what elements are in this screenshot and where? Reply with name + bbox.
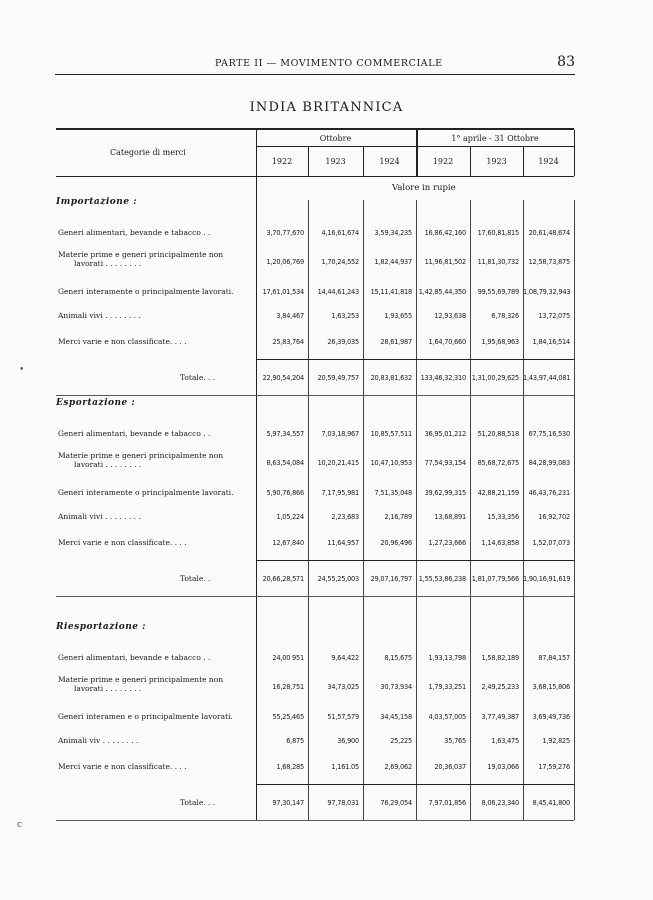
column-rule [363,147,364,176]
total-cell: 1,31,00,29,625 [471,373,519,382]
table-cell: 4,16,61,674 [321,228,359,237]
row-label-line: Animali vivi . . . . . . . . [58,512,141,521]
table-cell: 24,00 951 [272,653,304,662]
row-label-line: lavorati . . . . . . . . [74,259,142,268]
table-cell: 1,08,79,32,943 [523,287,571,296]
group-header-april-october: 1° aprile - 31 Ottobre [451,134,539,143]
section-rule [56,820,574,821]
table-cell: 55,25,465 [272,712,304,721]
table-cell: 99,55,69,789 [477,287,519,296]
table-cell: 3,69,49,736 [532,712,570,721]
table-cell: 6,78,326 [491,311,519,320]
table-cell: 34,73,025 [327,682,359,691]
year-header: 1922 [271,157,293,166]
table-cell: 8,15,675 [384,653,412,662]
table-cell: 42,88,21,159 [477,488,519,497]
table-cell: 1,64,70,660 [428,337,466,346]
section-heading: Importazione : [56,197,138,207]
running-head [55,54,575,75]
table-cell: 84,28,99,083 [528,458,570,467]
table-cell: 3,84,467 [276,311,304,320]
section-heading: Esportazione : [56,398,136,408]
row-label-line: Merci varie e non classificate. . . . [58,538,187,547]
table-cell: 10,85,57,511 [370,429,412,438]
total-cell: 76,29,054 [380,798,412,807]
total-cell: 20,83,81,632 [370,373,412,382]
table-cell: 35,765 [444,736,466,745]
total-label: Totale. . . [180,798,216,807]
table-cell: 13,72,075 [538,311,570,320]
year-header: 1923 [325,157,346,166]
table-cell: 7,03,18,967 [321,429,359,438]
table-top-rule [56,128,574,130]
row-label-line: Generi alimentari, bevande e tabacco . . [58,228,211,237]
table-cell: 2,49,25,233 [481,682,519,691]
total-rule [256,784,574,785]
table-cell: 51,57,579 [327,712,359,721]
total-cell: 7,97,01,856 [428,798,466,807]
table-cell: 12,93,638 [434,311,466,320]
table-cell: 2,69,062 [384,762,412,771]
year-header: 1923 [486,157,507,166]
table-cell: 25,225 [390,736,412,745]
table-cell: 16,86,42,160 [424,228,466,237]
table-cell: 39,62,99,315 [424,488,466,497]
row-label-line: Animali viv . . . . . . . . [58,736,139,745]
table-cell: 36,900 [337,736,359,745]
row-label [58,451,254,469]
table-cell: 20,96,496 [380,538,412,547]
table-cell: 17,61,01,534 [262,287,304,296]
table-cell: 1,161.05 [331,762,359,771]
margin-mark: c [17,820,23,830]
total-cell: 97,30,147 [272,798,304,807]
row-label [58,762,254,771]
column-rule [470,147,471,176]
data-column-rule [574,200,575,820]
row-label [58,538,254,547]
row-label-line: Generi alimentari, bevande e tabacco . . [58,653,211,662]
table-cell: 7,17,95,981 [321,488,359,497]
table-cell: 85,68,72,675 [477,458,519,467]
table-cell: 10,20,21,415 [317,458,359,467]
page-number: 83 [557,54,575,70]
table-cell: 13,68,891 [434,512,466,521]
table-cell: 19,03,066 [487,762,519,771]
table-cell: 20,61,48,674 [528,228,570,237]
table-cell: 1,93,13,798 [428,653,466,662]
row-label [58,429,254,438]
page-title: INDIA BRITANNICA [249,100,404,115]
table-cell: 1,70,24,552 [321,257,359,266]
total-cell: 22,90,54,204 [262,373,304,382]
column-rule [416,130,418,176]
total-cell: 1,43,97,44,081 [523,373,571,382]
table-cell: 1,42,85,44,350 [418,287,466,296]
total-label: Totale. . . [180,373,216,382]
row-label-line: Generi interamen e o principalmente lavorati. [58,712,233,721]
table-cell: 3,59,34,235 [374,228,412,237]
table-cell: 1,93,655 [384,311,412,320]
table-cell: 15,11,41,818 [370,287,412,296]
row-label [58,512,254,521]
section-rule [56,395,574,396]
table-cell: 5,97,34,557 [266,429,304,438]
table-cell: 87,84,157 [538,653,570,662]
row-label-line: Generi interamente o principalmente lavorati. [58,287,234,296]
row-label [58,653,254,662]
table-cell: 1,20,06,769 [266,257,304,266]
table-cell: 25,83,764 [272,337,304,346]
total-cell: 20,59,49,757 [317,373,359,382]
table-cell: 1,14,63,858 [481,538,519,547]
row-label-line: lavorati . . . . . . . . [74,684,142,693]
row-label [58,736,254,745]
table-cell: 10,47,10,953 [370,458,412,467]
row-label-line: lavorati . . . . . . . . [74,460,142,469]
table-cell: 17,60,81,815 [477,228,519,237]
row-label-line: Generi alimentari, bevande e tabacco . . [58,429,211,438]
section-heading: Riesportazione : [56,622,146,632]
column-rule [523,147,524,176]
table-cell: 77,54,93,154 [424,458,466,467]
table-cell: 26,39,035 [327,337,359,346]
table-cell: 16,28,751 [272,682,304,691]
total-cell: 1,81,07,79,566 [471,574,519,583]
table-cell: 46,43,76,231 [528,488,570,497]
table-cell: 1,63,475 [491,736,519,745]
row-label [58,675,254,693]
table-cell: 16,92,702 [538,512,570,521]
table-cell: 11,64,957 [327,538,359,547]
total-cell: 133,46,32,310 [420,373,466,382]
row-label-line: Merci varie e non classificate. . . . [58,762,187,771]
table-cell: 1,82,44,937 [374,257,412,266]
table-cell: 12,67,840 [272,538,304,547]
table-cell: 11,81,30,732 [477,257,519,266]
category-header: Categorie di merci [110,148,186,157]
table-cell: 11,96,81,502 [424,257,466,266]
year-header: 1924 [538,157,559,166]
header-bottom-rule [56,176,574,177]
table-cell: 34,45,158 [380,712,412,721]
unit-label: Valore in rupie [392,183,456,193]
table-cell: 6,875 [286,736,304,745]
table-cell: 28,61,987 [380,337,412,346]
row-label [58,287,254,296]
table-cell: 51,20,88,518 [477,429,519,438]
total-cell: 1,90,16,91,619 [523,574,571,583]
row-label [58,712,254,721]
table-cell: 3,77,49,387 [481,712,519,721]
table-cell: 30,73,934 [380,682,412,691]
table-cell: 14,44,61,243 [317,287,359,296]
column-rule [308,147,309,176]
row-label-line: Materie prime e generi principalmente non [58,451,224,460]
table-cell: 1,63,253 [331,311,359,320]
table-cell: 36,95,01,212 [424,429,466,438]
row-label [58,311,254,320]
running-title: PARTE II — MOVIMENTO COMMERCIALE [215,58,443,69]
table-cell: 1,68,285 [276,762,304,771]
row-label [58,337,254,346]
table-cell: 3,70,77,670 [266,228,304,237]
row-label-line: Materie prime e generi principalmente non [58,675,224,684]
table-cell: 2,16,789 [384,512,412,521]
margin-mark: • [19,365,25,375]
column-rule [574,130,575,176]
total-cell: 20,66,28,571 [262,574,304,583]
section-rule [56,596,574,597]
table-cell: 1,05,224 [276,512,304,521]
table-cell: 9,64,422 [331,653,359,662]
row-label-line: Materie prime e generi principalmente non [58,250,224,259]
table-cell: 20,36,037 [434,762,466,771]
table-cell: 15,33,356 [487,512,519,521]
row-label-line: Generi interamente o principalmente lavorati. [58,488,234,497]
table-cell: 17,59,276 [538,762,570,771]
table-cell: 2,23,683 [331,512,359,521]
total-cell: 97,78,031 [327,798,359,807]
year-header: 1924 [379,157,400,166]
total-cell: 29,07,16,797 [370,574,412,583]
row-label [58,488,254,497]
total-rule [256,560,574,561]
year-header: 1922 [432,157,454,166]
table-cell: 1,58,82,189 [481,653,519,662]
row-label [58,250,254,268]
table-cell: 1,92,825 [542,736,570,745]
row-label-line: Animali vivi . . . . . . . . [58,311,141,320]
table-cell: 5,90,76,866 [266,488,304,497]
table-cell: 4,03,57,005 [428,712,466,721]
table-cell: 12,58,73,875 [528,257,570,266]
table-cell: 1,95,68,963 [481,337,519,346]
table-cell: 7,51,35,048 [374,488,412,497]
total-cell: 1,55,53,86,238 [418,574,466,583]
total-cell: 8,45,41,800 [532,798,570,807]
table-cell: 8,63,54,084 [266,458,304,467]
table-cell: 67,75,16,530 [528,429,570,438]
table-cell: 1,27,23,666 [428,538,466,547]
row-label [58,228,254,237]
group-header-rule [256,146,574,147]
total-cell: 8,06,23,340 [481,798,519,807]
row-label-line: Merci varie e non classificate. . . . [58,337,187,346]
total-label: Totale. . [180,574,211,583]
total-rule [256,359,574,360]
table-cell: 1,84,16,514 [532,337,570,346]
total-cell: 24,55,25,003 [317,574,359,583]
table-cell: 1,52,07,073 [532,538,570,547]
table-cell: 3,68,15,806 [532,682,570,691]
table-cell: 1,79,33,251 [428,682,466,691]
group-header-october: Ottobre [319,134,352,143]
